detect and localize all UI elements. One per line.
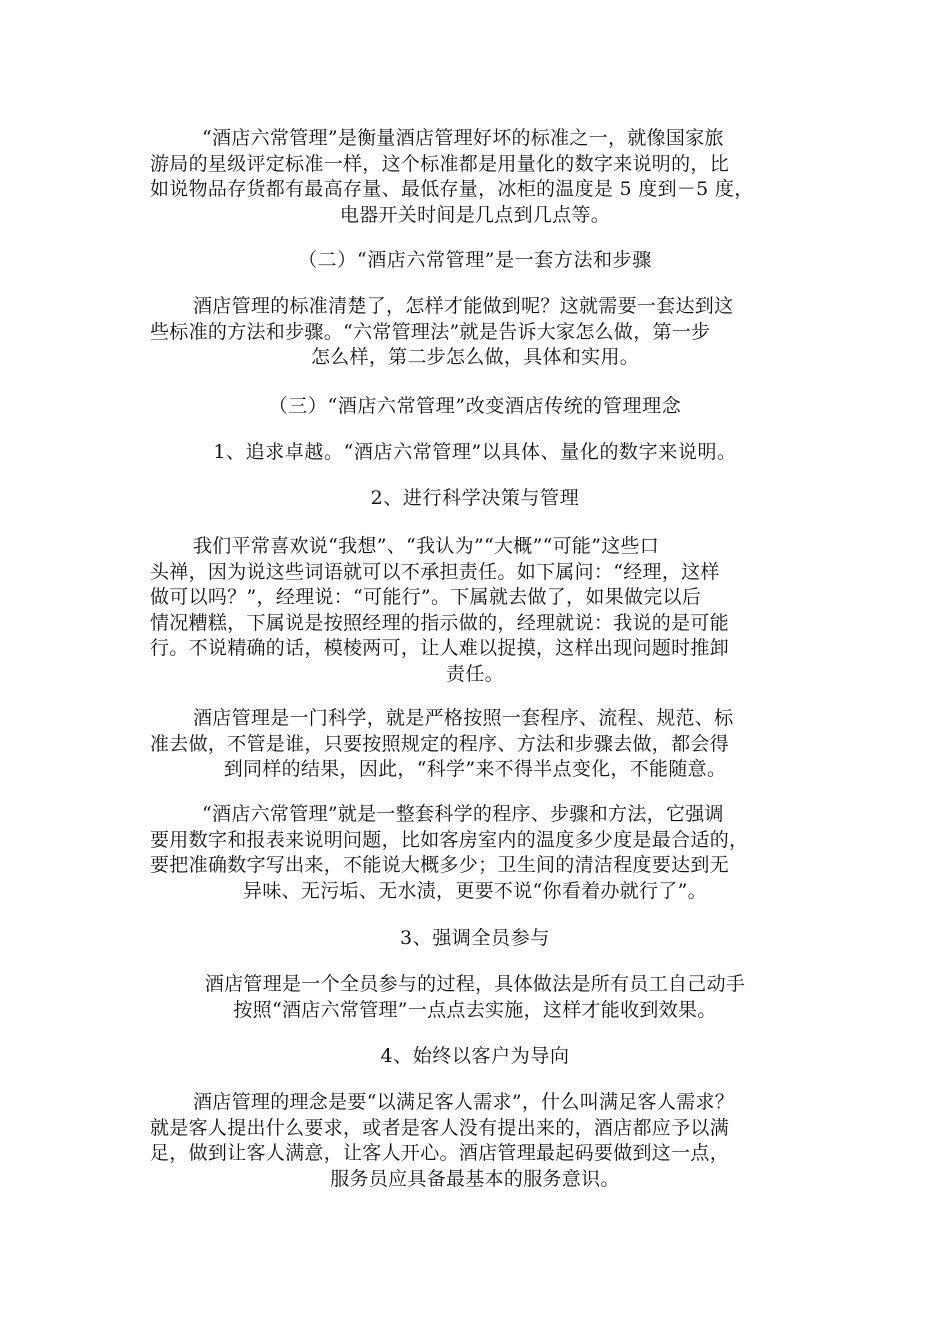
paragraph-3-line-4: 情况糟糕，下属说是按照经理的指示做的，经理就说：我说的是可能 [150, 611, 730, 634]
paragraph-1-line-3: 如说物品存货都有最高存量、最低存量，冰柜的温度是 5 度到－5 度， [150, 178, 754, 200]
paragraph-4-line-2: 准去做，不管是谁，只要按照规定的程序、方法和步骤去做，都会得 [150, 732, 730, 755]
paragraph-4 [150, 706, 800, 783]
paragraph-6-line-2: 按照“酒店六常管理”一点点去实施，这样才能收到效果。 [233, 998, 717, 1021]
paragraph-1-line-2: 游局的星级评定标准一样，这个标准都是用量化的数字来说明的，比 [150, 152, 730, 175]
paragraph-3-line-2: 头禅，因为说这些词语就可以不承担责任。如下属问：“经理，这样 [150, 560, 720, 583]
paragraph-1 [150, 126, 800, 228]
list-item-1: 1、追求卓越。“酒店六常管理”以具体、量化的数字来说明。 [213, 441, 737, 463]
paragraph-5-line-4: 异味、无污垢、无水渍，更要不说“你看着办就行了”。 [243, 879, 707, 902]
section-heading-3: （三）“酒店六常管理”改变酒店传统的管理理念 [268, 395, 682, 417]
paragraph-7 [150, 1090, 800, 1192]
paragraph-2-line-1: 酒店管理的标准清楚了，怎样才能做到呢？这就需要一套达到这 [193, 295, 734, 317]
subheading-item-2: 2、进行科学决策与管理 [370, 487, 580, 509]
paragraph-2-line-2: 些标准的方法和步骤。“六常管理法”就是告诉大家怎么做，第一步 [150, 320, 711, 343]
paragraph-3-line-6: 责任。 [446, 662, 504, 685]
subheading-item-3: 3、强调全员参与 [400, 927, 550, 949]
paragraph-5-line-2: 要用数字和报表来说明问题，比如客房室内的温度多少度是最合适的， [150, 828, 749, 851]
section-heading-2: （二）“酒店六常管理”是一套方法和步骤 [298, 249, 652, 271]
paragraph-7-line-4: 服务员应具备最基本的服务意识。 [330, 1167, 620, 1190]
subheading-item-4: 4、始终以客户为导向 [380, 1045, 570, 1067]
paragraph-3 [150, 534, 800, 687]
paragraph-4-line-3: 到同样的结果，因此，“科学”来不得半点变化，不能随意。 [223, 758, 727, 780]
paragraph-3-line-1: 我们平常喜欢说“我想”、“我认为”“大概”“可能”这些口 [193, 535, 660, 557]
paragraph-2-line-3: 怎么样，第二步怎么做，具体和实用。 [310, 346, 640, 368]
paragraph-5-line-1: “酒店六常管理”就是一整套科学的程序、步骤和方法，它强调 [202, 803, 724, 825]
paragraph-3-line-5: 行。不说精确的话，模棱两可，让人难以捉摸，这样出现问题时推卸 [150, 637, 730, 659]
paragraph-2 [150, 294, 800, 371]
paragraph-6-line-1: 酒店管理是一个全员参与的过程，具体做法是所有员工自己动手 [204, 973, 746, 995]
paragraph-1-line-1: “酒店六常管理”是衡量酒店管理好坏的标准之一，就像国家旅 [202, 127, 724, 149]
paragraph-6 [150, 972, 800, 1023]
paragraph-3-line-3: 做可以吗？”，经理说：“可能行”。下属就去做了，如果做完以后 [150, 586, 702, 608]
paragraph-7-line-3: 足，做到让客人满意，让客人开心。酒店管理最起码要做到这一点， [150, 1142, 730, 1164]
paragraph-5 [150, 802, 800, 904]
paragraph-5-line-3: 要把准确数字写出来，不能说大概多少；卫生间的清洁程度要达到无 [150, 854, 730, 876]
paragraph-7-line-2: 就是客人提出什么要求，或者是客人没有提出来的，酒店都应予以满 [150, 1116, 730, 1139]
paragraph-4-line-1: 酒店管理是一门科学，就是严格按照一套程序、流程、规范、标 [193, 707, 734, 729]
paragraph-7-line-1: 酒店管理的理念是要“以满足客人需求”，什么叫满足客人需求？ [193, 1091, 735, 1113]
paragraph-1-line-4: 电器开关时间是几点到几点等。 [339, 203, 611, 226]
